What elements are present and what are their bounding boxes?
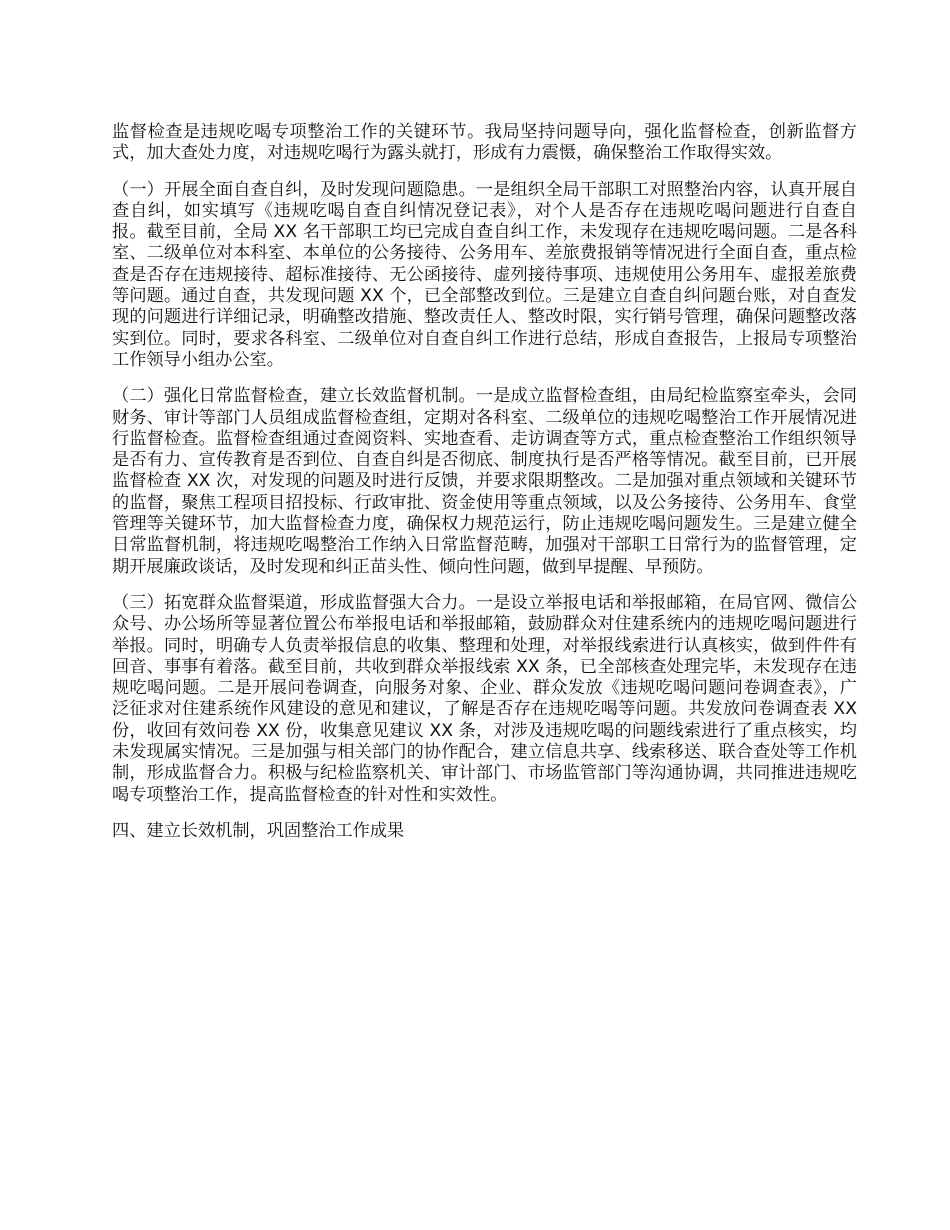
paragraph-intro: 监督检查是违规吃喝专项整治工作的关键环节。我局坚持问题导向，强化监督检查，创新监督方式，加大查处力度，对违规吃喝行为露头就打，形成有力震慑，确保整治工作取得实效。 [112,122,857,164]
document-body [112,122,857,842]
paragraph-section-3: （三）拓宽群众监督渠道，形成监督强大合力。一是设立举报电话和举报邮箱，在局官网、微信公众号、办公场所等显著位置公布举报电话和举报邮箱，鼓励群众对住建系统内的违规吃喝问题进行举报。同时，明确专人负责举报信息的收集、整理和处理，对举报线索进行认真核实，做到件件有回音、事事有着落。截至目前，共收到群众举报线索 XX 条，已全部核查处理完毕，未发现存在违规吃喝问题。二是开展问卷调查，向服务对象、企业、群众发放《违规吃喝问题问卷调查表》，广泛征求对住建系统作风建设的意见和建议，了解是否存在违规吃喝等问题。共发放问卷调查表 XX 份，收回有效问卷 XX 份，收集意见建议 XX 条，对涉及违规吃喝的问题线索进行了重点核实，均未发现属实情况。三是加强与相关部门的协作配合，建立信息共享、线索移送、联合查处等工作机制，形成监督合力。积极与纪检监察机关、审计部门、市场监管部门等沟通协调，共同推进违规吃喝专项整治工作，提高监督检查的针对性和实效性。 [112,592,857,805]
paragraph-section-2: （二）强化日常监督检查，建立长效监督机制。一是成立监督检查组，由局纪检监察室牵头，会同财务、审计等部门人员组成监督检查组，定期对各科室、二级单位的违规吃喝整治工作开展情况进行监督检查。监督检查组通过查阅资料、实地查看、走访调查等方式，重点检查整治工作组织领导是否有力、宣传教育是否到位、自查自纠是否彻底、制度执行是否严格等情况。截至目前，已开展监督检查 XX 次，对发现的问题及时进行反馈，并要求限期整改。二是加强对重点领域和关键环节的监督，聚焦工程项目招投标、行政审批、资金使用等重点领域，以及公务接待、公务用车、食堂管理等关键环节，加大监督检查力度，确保权力规范运行，防止违规吃喝问题发生。三是建立健全日常监督机制，将违规吃喝整治工作纳入日常监督范畴，加强对干部职工日常行为的监督管理，定期开展廉政谈话，及时发现和纠正苗头性、倾向性问题，做到早提醒、早预防。 [112,386,857,577]
section-heading: 四、建立长效机制，巩固整治工作成果 [112,820,405,841]
paragraph-section-1: （一）开展全面自查自纠，及时发现问题隐患。一是组织全局干部职工对照整治内容，认真开展自查自纠，如实填写《违规吃喝自查自纠情况登记表》，对个人是否存在违规吃喝问题进行自查自报。截至目前，全局 XX 名干部职工均已完成自查自纠工作，未发现存在违规吃喝问题。二是各科室、二级单位对本科室、本单位的公务接待、公务用车、差旅费报销等情况进行全面自查，重点检查是否存在违规接待、超标准接待、无公函接待、虚列接待事项、违规使用公务用车、虚报差旅费等问题。通过自查，共发现问题 XX 个，已全部整改到位。三是建立自查自纠问题台账，对自查发现的问题进行详细记录，明确整改措施、整改责任人、整改时限，实行销号管理，确保问题整改落实到位。同时，要求各科室、二级单位对自查自纠工作进行总结，形成自查报告，上报局专项整治工作领导小组办公室。 [112,179,857,370]
